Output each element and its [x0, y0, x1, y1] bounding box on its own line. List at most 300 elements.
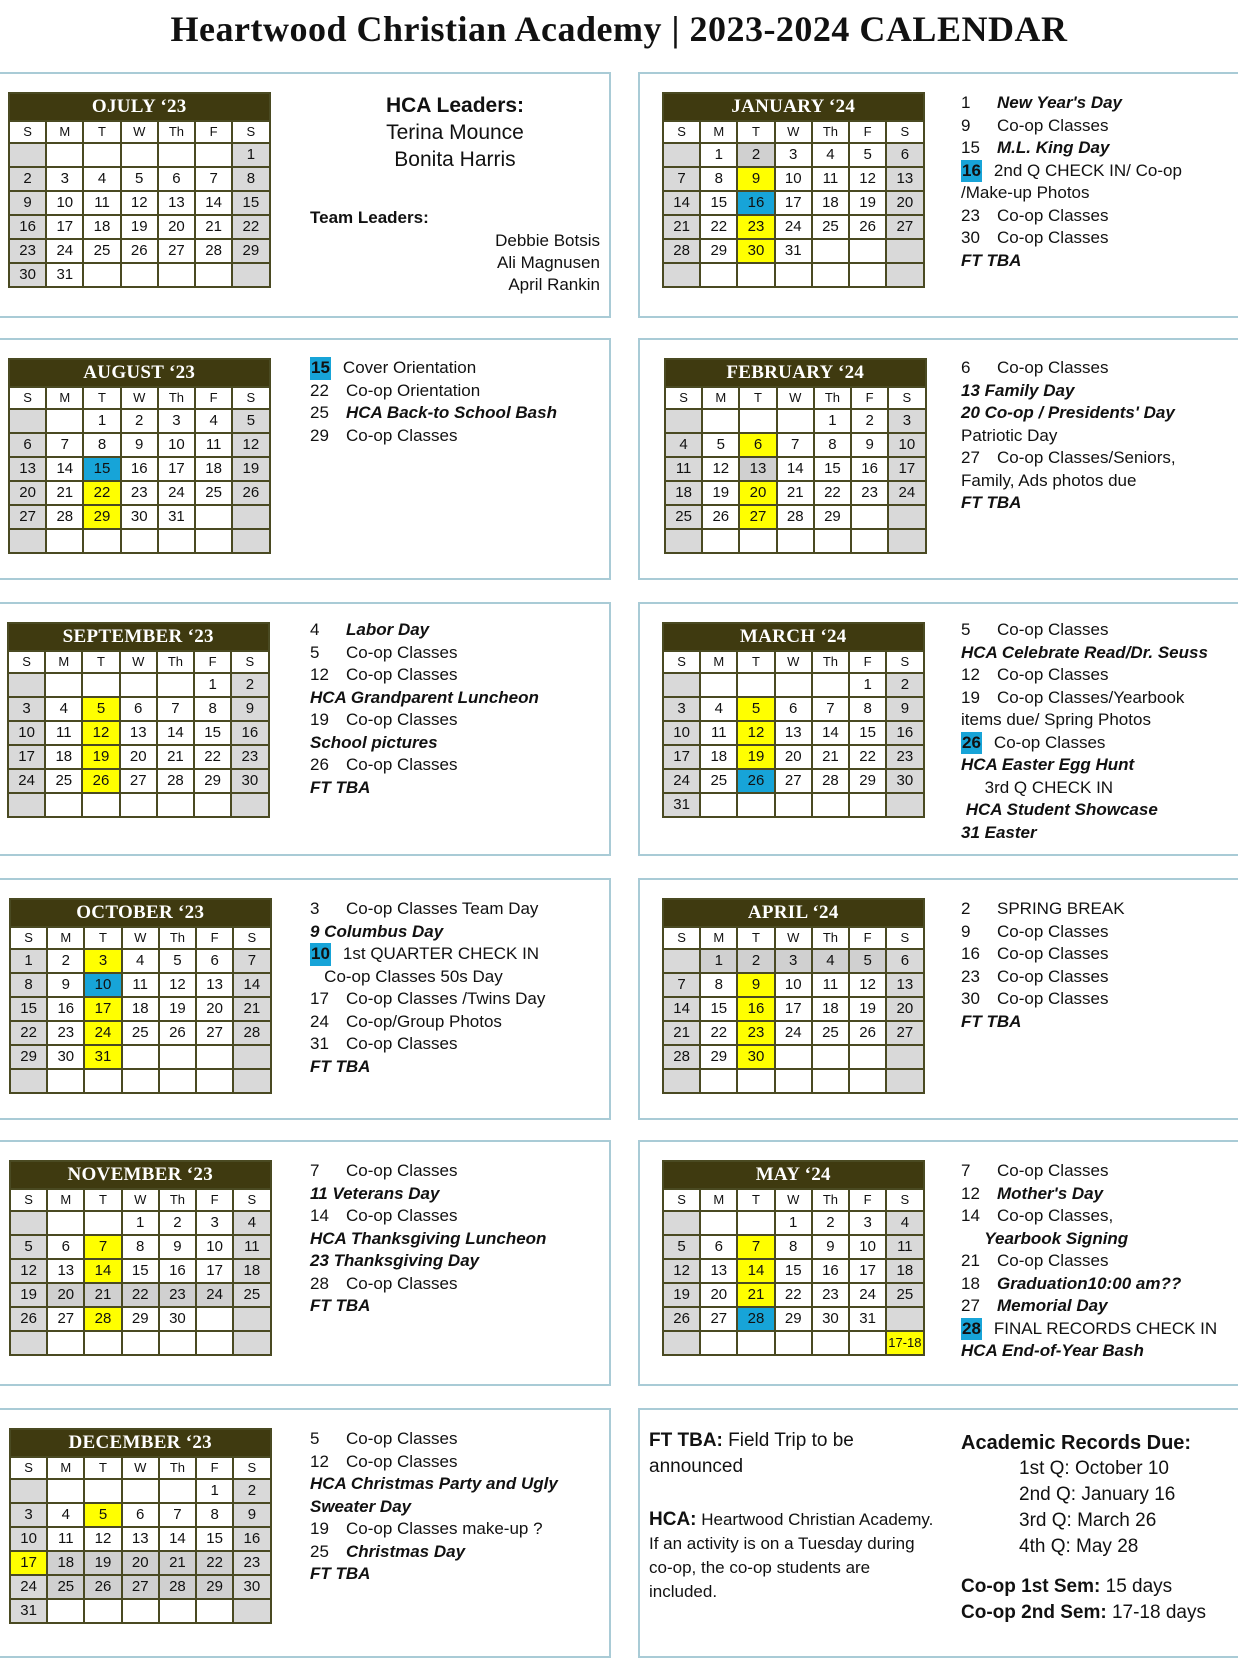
event-item: [961, 137, 1182, 160]
day-cell: 5: [663, 1235, 700, 1259]
day-cell: 18: [886, 1259, 923, 1283]
event-item: [310, 619, 539, 642]
event-text: HCA Student Showcase: [961, 800, 1158, 819]
day-cell: 30: [737, 1045, 774, 1069]
event-text: Co-op Classes: [997, 1161, 1109, 1180]
record-item: 3rd Q: March 26: [1019, 1510, 1157, 1531]
day-cell: 17: [888, 457, 925, 481]
weekday-label: W: [775, 1189, 812, 1211]
weekday-label: S: [663, 1189, 700, 1211]
day-cell: 10: [158, 433, 195, 457]
empty-cell: [231, 793, 268, 817]
event-item: [310, 1563, 558, 1586]
weekday-label: Th: [159, 1457, 196, 1479]
day-cell: 8: [775, 1235, 812, 1259]
day-cell: 4: [47, 1503, 84, 1527]
event-item: [961, 380, 1176, 403]
event-text: Co-op Classes: [346, 1206, 458, 1225]
day-cell: 23: [121, 481, 158, 505]
day-cell: 18: [122, 997, 159, 1021]
day-cell: 13: [700, 1259, 737, 1283]
event-item: [310, 1273, 546, 1296]
day-cell: 15: [849, 721, 886, 745]
day-cell: 3: [849, 1211, 886, 1235]
month-title: MARCH ‘24: [663, 623, 924, 651]
event-text: HCA Celebrate Read/Dr. Seuss: [961, 642, 1208, 662]
day-cell: 23: [812, 1283, 849, 1307]
event-item: [310, 754, 539, 777]
event-text: FT TBA: [310, 1564, 371, 1583]
day-cell: 22: [10, 1021, 47, 1045]
day-cell: 21: [159, 1551, 196, 1575]
empty-cell: [159, 1599, 196, 1623]
day-cell: 12: [232, 433, 269, 457]
leader-name: Terina Mounce: [386, 121, 524, 144]
day-cell: 30: [9, 263, 46, 287]
empty-cell: [233, 1307, 270, 1331]
day-cell: 22: [775, 1283, 812, 1307]
day-cell: 23: [47, 1021, 84, 1045]
day-cell: 11: [83, 191, 120, 215]
day-cell: 15: [83, 457, 120, 481]
weekday-label: M: [700, 121, 737, 143]
day-cell: 22: [83, 481, 120, 505]
empty-cell: [46, 409, 83, 433]
day-cell: 2: [159, 1211, 196, 1235]
day-cell: 14: [663, 997, 700, 1021]
month-calendar: [662, 1160, 925, 1356]
day-cell: 5: [849, 143, 886, 167]
weekday-label: T: [737, 1189, 774, 1211]
weekday-label: Th: [812, 1189, 849, 1211]
day-cell: 8: [83, 433, 120, 457]
weekday-label: F: [194, 651, 231, 673]
weekday-label: F: [849, 1189, 886, 1211]
empty-cell: [195, 529, 232, 553]
event-date: 7: [961, 1161, 971, 1180]
day-cell: 13: [886, 973, 923, 997]
event-text: 1st QUARTER CHECK IN: [342, 944, 540, 963]
day-cell: 6: [120, 697, 157, 721]
event-text: Co-op Classes: [346, 1273, 458, 1293]
event-text: Co-op Classes /Twins Day: [346, 989, 546, 1008]
empty-cell: [196, 1069, 233, 1093]
day-cell: 4: [122, 949, 159, 973]
sem1-line: [961, 1574, 1236, 1600]
day-cell: 6: [739, 433, 776, 457]
day-cell: 25: [665, 505, 702, 529]
day-cell: 19: [82, 745, 119, 769]
event-item: [961, 642, 1208, 665]
day-cell: 21: [663, 215, 700, 239]
day-cell: 23: [9, 239, 46, 263]
event-text: Co-op Classes: [997, 944, 1109, 963]
empty-cell: [122, 1069, 159, 1093]
day-cell: 29: [232, 239, 269, 263]
day-cell: 9: [121, 433, 158, 457]
day-cell: 26: [121, 239, 158, 263]
weekday-label: S: [886, 651, 923, 673]
weekday-label: M: [700, 1189, 737, 1211]
event-list: [961, 619, 1208, 844]
empty-cell: [737, 1211, 774, 1235]
event-text: 20 Co-op / Presidents' Day: [961, 403, 1175, 422]
empty-cell: [888, 529, 925, 553]
empty-cell: [849, 1331, 886, 1355]
day-cell: 29: [194, 769, 231, 793]
event-date: 2: [961, 899, 971, 918]
day-cell: 20: [775, 745, 812, 769]
day-cell: 3: [84, 949, 121, 973]
day-cell: 6: [775, 697, 812, 721]
day-cell: 30: [812, 1307, 849, 1331]
day-cell: 21: [157, 745, 194, 769]
empty-cell: [886, 239, 923, 263]
event-text: HCA Grandparent Luncheon: [310, 687, 539, 707]
day-cell: 11: [45, 721, 82, 745]
event-text: Labor Day: [346, 620, 430, 639]
day-cell: 21: [663, 1021, 700, 1045]
day-cell: 14: [777, 457, 814, 481]
day-cell: 26: [10, 1307, 47, 1331]
event-item: [310, 664, 539, 687]
day-cell: 12: [121, 191, 158, 215]
event-text: Co-op/Group Photos: [346, 1011, 502, 1031]
day-cell: 28: [777, 505, 814, 529]
empty-cell: [233, 1045, 270, 1069]
day-cell: 11: [665, 457, 702, 481]
day-cell: 23: [737, 215, 774, 239]
event-date: 15: [310, 357, 331, 380]
event-date: 26: [961, 732, 982, 755]
day-cell: 17: [849, 1259, 886, 1283]
weekday-label: S: [663, 121, 700, 143]
month-title: MAY ‘24: [663, 1161, 924, 1189]
event-item: [310, 1428, 558, 1451]
event-text: Co-op Classes: [346, 1161, 458, 1180]
event-text: Co-op Classes: [997, 205, 1109, 225]
day-cell: 3: [775, 143, 812, 167]
event-item: [961, 1228, 1217, 1251]
empty-cell: [849, 239, 886, 263]
event-item: [310, 1250, 546, 1273]
event-item: [961, 1011, 1125, 1034]
event-text: M.L. King Day: [997, 138, 1110, 157]
empty-cell: [663, 263, 700, 287]
day-cell: 21: [737, 1283, 774, 1307]
hca-legend: [649, 1508, 934, 1604]
day-cell: 12: [10, 1259, 47, 1283]
event-date: 23: [961, 966, 980, 986]
day-cell: 29: [196, 1575, 233, 1599]
day-cell: 2: [886, 673, 923, 697]
weekday-label: S: [9, 387, 46, 409]
day-cell: 16: [886, 721, 923, 745]
event-item: [961, 160, 1182, 183]
weekday-label: T: [737, 121, 774, 143]
empty-cell: [122, 1599, 159, 1623]
empty-cell: [851, 505, 888, 529]
day-cell: 27: [196, 1021, 233, 1045]
event-text: 9 Columbus Day: [310, 921, 444, 941]
event-item: [961, 777, 1208, 800]
weekday-label: Th: [159, 927, 196, 949]
day-cell: 5: [10, 1235, 47, 1259]
day-cell: 11: [886, 1235, 923, 1259]
weekday-label: M: [47, 1457, 84, 1479]
day-cell: 14: [46, 457, 83, 481]
day-cell: 6: [886, 949, 923, 973]
day-cell: 9: [231, 697, 268, 721]
day-cell: 26: [159, 1021, 196, 1045]
weekday-label: Th: [812, 927, 849, 949]
day-cell: 16: [737, 997, 774, 1021]
day-cell: 14: [663, 191, 700, 215]
day-cell: 27: [775, 769, 812, 793]
hca-label: HCA:: [649, 1509, 697, 1530]
event-text: 2nd Q CHECK IN/ Co-op: [993, 160, 1182, 180]
event-item: [961, 687, 1208, 710]
day-cell: 13: [9, 457, 46, 481]
day-cell: 10: [46, 191, 83, 215]
weekday-label: S: [231, 651, 268, 673]
empty-cell: [10, 1479, 47, 1503]
day-cell: 2: [737, 143, 774, 167]
empty-cell: [812, 673, 849, 697]
event-item: [961, 898, 1125, 921]
event-date: 1: [961, 93, 971, 112]
day-cell: 12: [849, 167, 886, 191]
empty-cell: [232, 263, 269, 287]
empty-cell: [9, 409, 46, 433]
empty-cell: [194, 793, 231, 817]
weekday-label: F: [196, 1457, 233, 1479]
event-item: [961, 1340, 1217, 1363]
day-cell: 16: [159, 1259, 196, 1283]
event-item: [961, 709, 1208, 732]
month-title: DECEMBER ‘23: [10, 1429, 271, 1457]
empty-cell: [83, 529, 120, 553]
empty-cell: [196, 1331, 233, 1355]
event-date: 19: [310, 710, 329, 729]
weekday-label: T: [82, 651, 119, 673]
day-cell: 23: [231, 745, 268, 769]
day-cell: 16: [233, 1527, 270, 1551]
event-date: 21: [961, 1251, 980, 1270]
day-cell: 18: [195, 457, 232, 481]
day-cell: 1: [10, 949, 47, 973]
empty-cell: [122, 1331, 159, 1355]
event-item: [310, 777, 539, 800]
event-item: [961, 1273, 1217, 1296]
event-date: 5: [310, 1429, 320, 1448]
empty-cell: [47, 1599, 84, 1623]
empty-cell: [120, 793, 157, 817]
graduation-cell: 17-18: [886, 1331, 923, 1355]
weekday-label: S: [233, 1457, 270, 1479]
records-heading: Academic Records Due:: [961, 1432, 1192, 1454]
event-date: 26: [310, 755, 329, 774]
day-cell: 29: [775, 1307, 812, 1331]
event-date: 27: [961, 448, 980, 467]
empty-cell: [196, 1045, 233, 1069]
day-cell: 9: [159, 1235, 196, 1259]
empty-cell: [888, 505, 925, 529]
empty-cell: [10, 1211, 47, 1235]
day-cell: 19: [849, 997, 886, 1021]
day-cell: 10: [663, 721, 700, 745]
event-date: 10: [310, 943, 331, 966]
empty-cell: [196, 1307, 233, 1331]
day-cell: 30: [233, 1575, 270, 1599]
month-calendar: [9, 1160, 272, 1356]
day-cell: 1: [83, 409, 120, 433]
day-cell: 17: [775, 191, 812, 215]
empty-cell: [775, 673, 812, 697]
day-cell: 23: [886, 745, 923, 769]
day-cell: 13: [775, 721, 812, 745]
day-cell: 12: [849, 973, 886, 997]
event-item: [310, 687, 539, 710]
event-text: Sweater Day: [310, 1496, 412, 1516]
empty-cell: [849, 793, 886, 817]
weekday-label: S: [888, 387, 925, 409]
team-leader: April Rankin: [508, 275, 600, 294]
day-cell: 28: [157, 769, 194, 793]
empty-cell: [775, 263, 812, 287]
empty-cell: [47, 1211, 84, 1235]
day-cell: 4: [700, 697, 737, 721]
ft-label: FT TBA:: [649, 1430, 723, 1451]
day-cell: 13: [196, 973, 233, 997]
event-text: Co-op Classes: [997, 1251, 1109, 1270]
sem2-value: 17-18 days: [1111, 1602, 1206, 1623]
day-cell: 8: [10, 973, 47, 997]
empty-cell: [739, 529, 776, 553]
page-title: Heartwood Christian Academy | 2023-2024 CALENDAR: [170, 9, 1068, 49]
event-date: 25: [310, 1541, 329, 1561]
month-calendar: [9, 1428, 272, 1624]
day-cell: 19: [84, 1551, 121, 1575]
empty-cell: [45, 673, 82, 697]
weekday-label: Th: [158, 121, 195, 143]
event-item: [961, 1160, 1217, 1183]
day-cell: 27: [122, 1575, 159, 1599]
empty-cell: [121, 143, 158, 167]
weekday-label: W: [775, 651, 812, 673]
weekday-label: S: [10, 1457, 47, 1479]
event-text: FINAL RECORDS CHECK IN: [993, 1318, 1218, 1338]
event-date: 30: [961, 228, 980, 247]
day-cell: 16: [9, 215, 46, 239]
day-cell: 7: [195, 167, 232, 191]
day-cell: 3: [158, 409, 195, 433]
day-cell: 16: [47, 997, 84, 1021]
empty-cell: [47, 1479, 84, 1503]
day-cell: 6: [700, 1235, 737, 1259]
month-title: OCTOBER ‘23: [10, 899, 271, 927]
day-cell: 29: [122, 1307, 159, 1331]
weekday-label: S: [886, 1189, 923, 1211]
day-cell: 14: [157, 721, 194, 745]
empty-cell: [83, 143, 120, 167]
month-title: JANUARY ‘24: [663, 93, 924, 121]
day-cell: 20: [886, 997, 923, 1021]
day-cell: 19: [737, 745, 774, 769]
day-cell: 18: [812, 191, 849, 215]
day-cell: 27: [700, 1307, 737, 1331]
event-text: FT TBA: [310, 1056, 371, 1076]
day-cell: 20: [700, 1283, 737, 1307]
event-item: [961, 822, 1208, 845]
day-cell: 15: [194, 721, 231, 745]
weekday-label: S: [9, 121, 46, 143]
weekday-label: F: [849, 121, 886, 143]
day-cell: 25: [195, 481, 232, 505]
event-text: Cover Orientation: [342, 358, 477, 377]
day-cell: 21: [777, 481, 814, 505]
event-item: [310, 1056, 545, 1079]
empty-cell: [663, 673, 700, 697]
day-cell: 27: [739, 505, 776, 529]
weekday-label: M: [702, 387, 739, 409]
day-cell: 10: [10, 1527, 47, 1551]
event-date: 27: [961, 1296, 980, 1315]
empty-cell: [46, 143, 83, 167]
empty-cell: [812, 239, 849, 263]
weekday-label: W: [775, 121, 812, 143]
day-cell: 14: [737, 1259, 774, 1283]
day-cell: 7: [159, 1503, 196, 1527]
day-cell: 18: [83, 215, 120, 239]
event-text: Graduation10:00 am??: [997, 1273, 1182, 1293]
day-cell: 13: [47, 1259, 84, 1283]
empty-cell: [775, 1331, 812, 1355]
event-item: [961, 402, 1176, 425]
event-text: Co-op Classes: [997, 358, 1109, 377]
day-cell: 27: [9, 505, 46, 529]
event-date: 12: [961, 665, 980, 684]
day-cell: 23: [851, 481, 888, 505]
empty-cell: [812, 1331, 849, 1355]
event-item: [961, 1318, 1217, 1341]
event-item: [310, 966, 545, 989]
event-item: [310, 1295, 546, 1318]
empty-cell: [775, 1069, 812, 1093]
day-cell: 14: [159, 1527, 196, 1551]
day-cell: 1: [775, 1211, 812, 1235]
event-text: School pictures: [310, 732, 438, 752]
weekday-label: S: [232, 121, 269, 143]
day-cell: 8: [849, 697, 886, 721]
day-cell: 25: [812, 215, 849, 239]
day-cell: 31: [849, 1307, 886, 1331]
day-cell: 9: [47, 973, 84, 997]
day-cell: 25: [45, 769, 82, 793]
day-cell: 4: [195, 409, 232, 433]
event-text: SPRING BREAK: [997, 899, 1125, 918]
day-cell: 24: [84, 1021, 121, 1045]
event-text: Co-op Classes: [346, 710, 458, 729]
day-cell: 21: [195, 215, 232, 239]
weekday-label: T: [737, 651, 774, 673]
event-text: 31 Easter: [961, 822, 1037, 842]
day-cell: 27: [120, 769, 157, 793]
event-date: 28: [310, 1273, 329, 1293]
event-item: [310, 732, 539, 755]
empty-cell: [196, 1599, 233, 1623]
event-text: Co-op Classes,: [997, 1206, 1114, 1225]
